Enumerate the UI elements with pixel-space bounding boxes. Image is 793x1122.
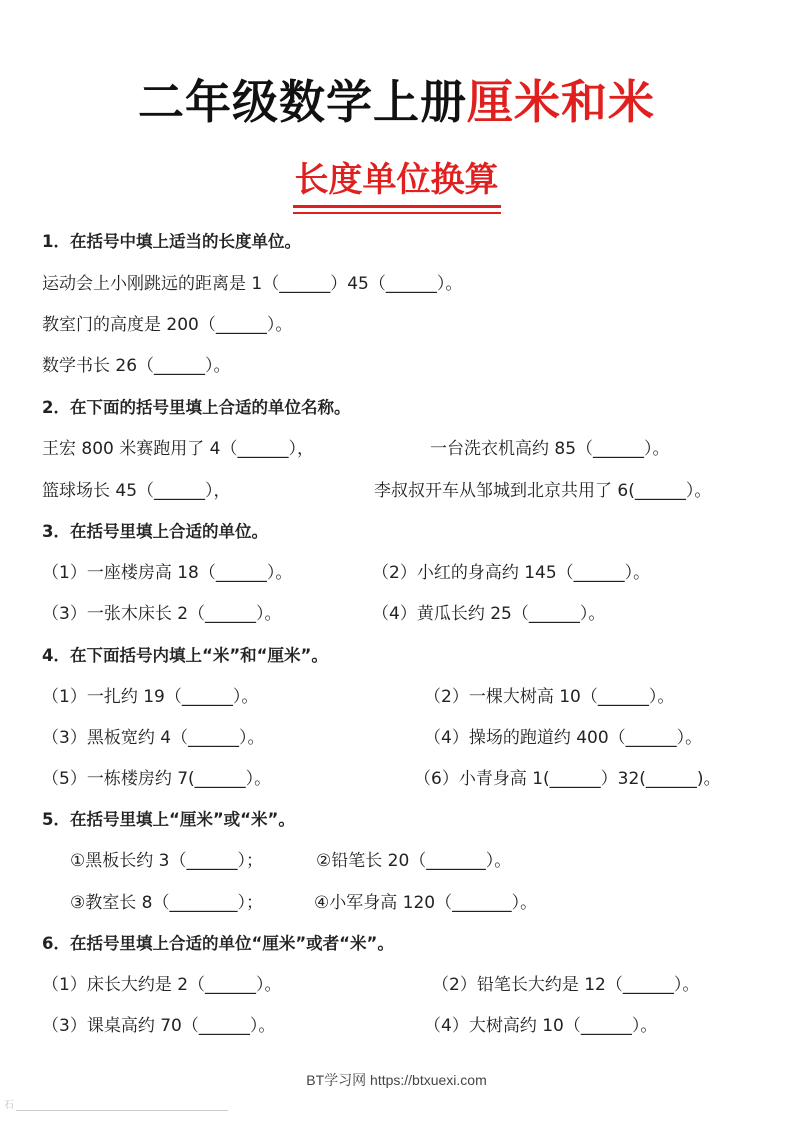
- q6-item-2: （2）铅笔长大约是 12（______）。: [432, 975, 700, 995]
- q4-item-2: （2）一棵大树高 10（______）。: [424, 687, 675, 707]
- q1-item-1: 运动会上小刚跳远的距离是 1（______）45（______）。: [42, 274, 463, 294]
- q5-item-3: ③教室长 8（________）；: [70, 893, 263, 913]
- q2-item-1: 王宏 800 米赛跑用了 4（______），: [42, 439, 314, 459]
- q6-item-4: （4）大树高约 10（______）。: [424, 1016, 658, 1036]
- q6-item-1: （1）床长大约是 2（______）。: [42, 975, 282, 995]
- title-part-red: 厘米和米: [467, 75, 655, 129]
- question-6-heading: 6．在括号里填上合适的单位“厘米”或者“米”。: [42, 934, 394, 953]
- question-2-heading: 2．在下面的括号里填上合适的单位名称。: [42, 398, 351, 417]
- q3-item-4: （4）黄瓜长约 25（______）。: [372, 604, 606, 624]
- question-5-heading: 5．在括号里填上“厘米”或“米”。: [42, 810, 295, 829]
- page-title: [0, 72, 793, 132]
- subtitle-text: 长度单位换算: [293, 158, 501, 208]
- q4-item-3: （3）黑板宽约 4（______）。: [42, 728, 265, 748]
- question-4-heading: 4．在下面括号内填上“米”和“厘米”。: [42, 646, 328, 665]
- title-part-black: 二年级数学上册: [138, 75, 467, 129]
- q2-item-2: 一台洗衣机高约 85（______）。: [430, 439, 670, 459]
- footer-rule: [16, 1110, 228, 1111]
- q4-item-6: （6）小青身高 1(______）32(______)。: [414, 769, 721, 789]
- q4-item-1: （1）一扎约 19（______）。: [42, 687, 259, 707]
- q1-item-3: 数学书长 26（______）。: [42, 356, 231, 376]
- footer-watermark: BT学习网 https://btxuexi.com: [306, 1072, 487, 1088]
- q3-item-2: （2）小红的身高约 145（______）。: [372, 563, 651, 583]
- q4-item-4: （4）操场的跑道约 400（______）。: [424, 728, 703, 748]
- q3-item-1: （1）一座楼房高 18（______）。: [42, 563, 293, 583]
- q5-item-1: ①黑板长约 3（______）；: [70, 851, 263, 871]
- q6-item-3: （3）课桌高约 70（______）。: [42, 1016, 276, 1036]
- q4-item-5: （5）一栋楼房约 7(______）。: [42, 769, 272, 789]
- q5-item-4: ④小军身高 120（_______）。: [314, 893, 538, 913]
- q5-item-2: ②铅笔长 20（_______）。: [316, 851, 512, 871]
- footer-mark: 石: [4, 1100, 14, 1111]
- question-3-heading: 3．在括号里填上合适的单位。: [42, 522, 268, 541]
- q2-item-3: 篮球场长 45（______），: [42, 481, 231, 501]
- subtitle: [0, 158, 793, 208]
- q1-item-2: 教室门的高度是 200（______）。: [42, 315, 293, 335]
- q2-item-4: 李叔叔开车从邹城到北京共用了 6(______）。: [374, 481, 712, 501]
- q3-item-3: （3）一张木床长 2（______）。: [42, 604, 282, 624]
- question-1-heading: 1．在括号中填上适当的长度单位。: [42, 232, 301, 251]
